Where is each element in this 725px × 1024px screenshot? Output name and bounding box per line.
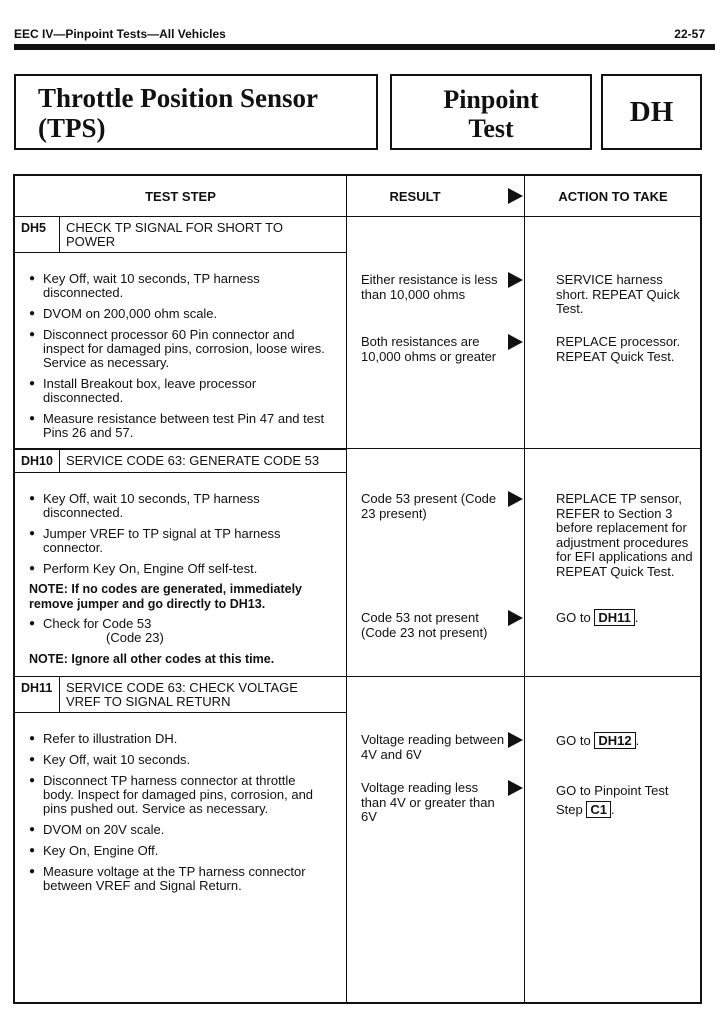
- bullet-item: ● Key On, Engine Off.: [29, 844, 329, 858]
- result-text: Code 53 present (Code 23 present): [361, 491, 497, 521]
- bullet-item: ● DVOM on 200,000 ohm scale.: [29, 307, 329, 321]
- column-divider: [346, 176, 347, 1002]
- bullet-item: ● Install Breakout box, leave processor disconnected.: [29, 377, 329, 405]
- action-goto: [556, 781, 698, 819]
- action-goto-line: GO to Pinpoint Test: [556, 783, 669, 798]
- bullet-item: ● Measure voltage at the TP harness connector between VREF and Signal Return.: [29, 865, 329, 893]
- result-text: Both resistances are 10,000 ohms or greater: [361, 334, 497, 364]
- title-line-1: Throttle Position Sensor: [38, 83, 319, 113]
- action-goto-suffix: .: [634, 610, 639, 625]
- bullet-item: ● DVOM on 20V scale.: [29, 823, 329, 837]
- bullet-subtext: (Code 23): [106, 630, 164, 645]
- bullet-item: ● Key Off, wait 10 seconds, TP harness disconnected.: [29, 272, 329, 300]
- pinpoint-line-2: Test: [468, 114, 514, 143]
- result-text: Code 53 not present (Code 23 not present): [361, 610, 488, 640]
- step-id-dh10: DH10: [21, 454, 53, 468]
- test-code-box: DH: [601, 74, 702, 150]
- action-goto: [556, 732, 698, 749]
- action-goto-suffix: .: [611, 802, 615, 817]
- step-ref-c1[interactable]: C1: [586, 801, 611, 818]
- note-text: NOTE: If no codes are generated, immediately remove jumper and go directly to DH13.: [29, 582, 302, 611]
- bullet-item: ● Disconnect processor 60 Pin connector and inspect for damaged pins, corrosion, loose wires. Service as necessary.: [29, 328, 329, 370]
- bullet-item: ● Jumper VREF to TP signal at TP harness connector.: [29, 527, 329, 555]
- step-ref-dh12[interactable]: DH12: [594, 732, 635, 749]
- result-arrow-icon: [508, 732, 523, 748]
- step-ref-dh11[interactable]: DH11: [594, 609, 635, 626]
- result-text: Voltage reading between 4V and 6V: [361, 732, 505, 762]
- running-header: EEC IV—Pinpoint Tests—All Vehicles: [14, 27, 226, 41]
- pinpoint-box: [390, 74, 592, 150]
- header-action: ACTION TO TAKE: [558, 188, 668, 204]
- step-title-dh10: SERVICE CODE 63: GENERATE CODE 53: [66, 453, 320, 468]
- pinpoint-line-1: Pinpoint: [443, 85, 539, 114]
- header-arrow-icon: [508, 188, 523, 204]
- bullet-item: ● Key Off, wait 10 seconds.: [29, 753, 329, 767]
- action-text: SERVICE harness short. REPEAT Quick Test.: [556, 272, 680, 316]
- action-goto-suffix: .: [635, 733, 640, 748]
- result-text: Voltage reading less than 4V or greater than 6V: [361, 780, 495, 824]
- action-goto-label: Step: [556, 802, 583, 817]
- bullet-item: ● Key Off, wait 10 seconds, TP harness disconnected.: [29, 492, 329, 520]
- result-arrow-icon: [508, 334, 523, 350]
- result-arrow-icon: [508, 491, 523, 507]
- step-id-dh5: DH5: [21, 221, 47, 235]
- action-goto: [556, 609, 698, 626]
- step-id-dh11: DH11: [21, 681, 53, 695]
- pinpoint-table: [13, 174, 702, 1004]
- bullet-item: ● Measure resistance between test Pin 47 and test Pins 26 and 57.: [29, 412, 329, 440]
- action-text: REPLACE TP sensor, REFER to Section 3 before replacement for adjustment procedures for EFI applications and REPEAT Quick Test.: [556, 491, 693, 579]
- column-divider: [524, 176, 525, 1002]
- result-arrow-icon: [508, 780, 523, 796]
- step-title-dh5: CHECK TP SIGNAL FOR SHORT TO POWER: [66, 220, 283, 249]
- action-goto-label: GO to: [556, 733, 591, 748]
- bullet-item: ● Check for Code 53: [29, 617, 329, 631]
- note-text: NOTE: Ignore all other codes at this time.: [29, 652, 275, 666]
- result-arrow-icon: [508, 272, 523, 288]
- title-box: [14, 74, 378, 150]
- title-line-2: (TPS): [38, 113, 106, 143]
- bullet-item: ● Refer to illustration DH.: [29, 732, 329, 746]
- header-rule: [14, 44, 715, 50]
- result-arrow-icon: [508, 610, 523, 626]
- result-text: Either resistance is less than 10,000 ohms: [361, 272, 498, 302]
- bullet-item: ● Disconnect TP harness connector at throttle body. Inspect for damaged pins, corrosion, and pins pushed out. Service as necessary.: [29, 774, 329, 816]
- header-result: RESULT: [389, 188, 441, 204]
- page-number: 22-57: [674, 27, 705, 41]
- step-title-dh11: SERVICE CODE 63: CHECK VOLTAGE VREF TO SIGNAL RETURN: [66, 680, 298, 709]
- bullet-item: ● Perform Key On, Engine Off self-test.: [29, 562, 329, 576]
- action-text: REPLACE processor. REPEAT Quick Test.: [556, 334, 681, 364]
- header-test-step: TEST STEP: [145, 188, 216, 204]
- action-goto-label: GO to: [556, 610, 591, 625]
